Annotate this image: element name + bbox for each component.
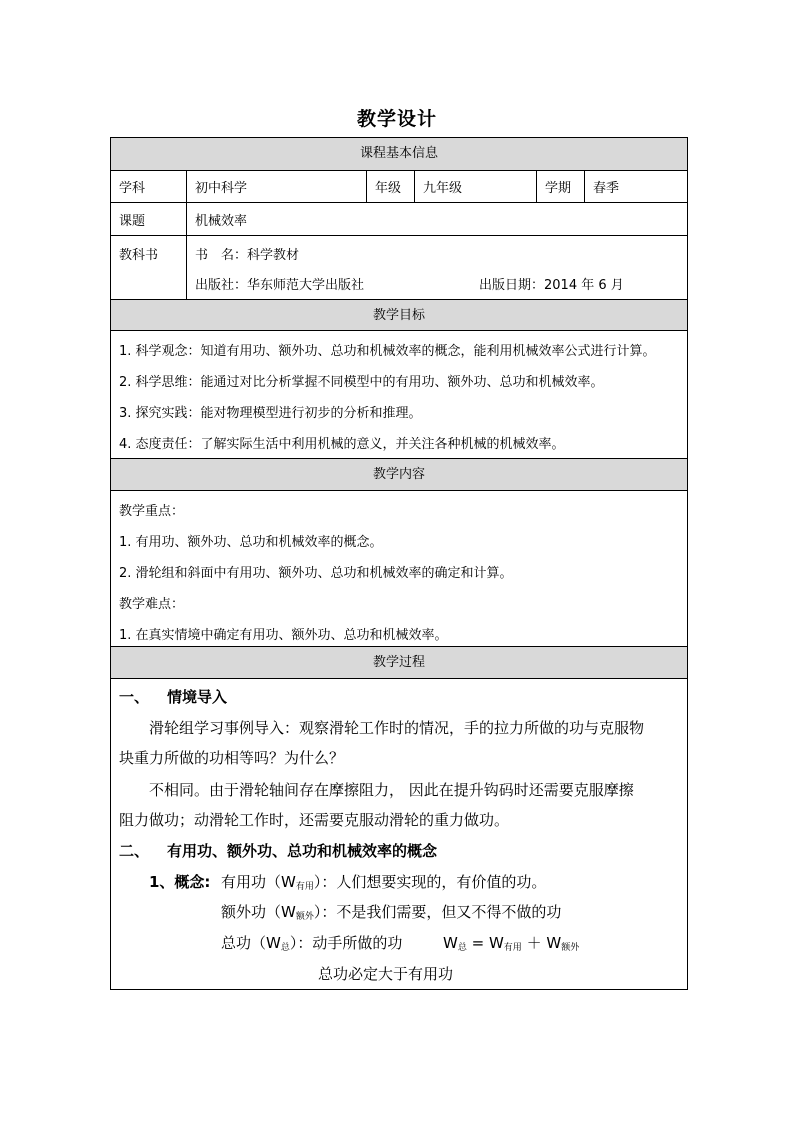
- section-1-title: 情境导入: [167, 688, 228, 706]
- total-work-term: 总功（W: [221, 934, 281, 952]
- extra-work-definition: [221, 901, 561, 922]
- concept-label: 1、概念:: [149, 873, 211, 891]
- objectives-body: [111, 330, 687, 458]
- useful-work-definition: [221, 871, 546, 892]
- useful-work-text: ）：人们想要实现的，有价值的功。: [313, 873, 547, 891]
- content-header: 教学内容: [111, 458, 687, 490]
- extra-work-text: ）：不是我们需要，但又不得不做的功: [313, 903, 562, 921]
- paragraph-answer: 不相同。由于滑轮轴间存在摩擦阻力， 因此在提升钩码时还需要克服摩擦: [149, 781, 634, 799]
- key-points-label: 教学重点：: [119, 504, 185, 519]
- formula-sub-useful: 有用: [503, 943, 522, 953]
- work-formula: [443, 932, 579, 953]
- lesson-plan-table: [110, 137, 688, 990]
- publisher: 出版社：华东师范大学出版社: [195, 278, 365, 293]
- topic-value: 机械效率: [186, 203, 687, 235]
- topic-row: [111, 202, 687, 235]
- textbook-info: [186, 236, 687, 299]
- extra-work-subscript: 额外: [295, 912, 314, 922]
- grade-value: 九年级: [414, 171, 536, 202]
- total-work-text: ）：动手所做的功: [289, 934, 403, 952]
- paragraph-intro-cont: 块重力所做的功相等吗？为什么？: [119, 749, 345, 767]
- basic-info-header: 课程基本信息: [111, 138, 687, 170]
- formula-plus: ＋ W: [521, 934, 562, 952]
- subject-value: 初中科学: [186, 171, 366, 202]
- section-2-title: 有用功、额外功、总功和机械效率的概念: [167, 842, 438, 860]
- objectives-header: 教学目标: [111, 299, 687, 330]
- topic-label: 课题: [119, 213, 146, 229]
- grade-label: 年级: [366, 171, 414, 202]
- extra-work-term: 额外功（W: [221, 903, 296, 921]
- section-1-number: 一、: [119, 688, 150, 706]
- subject-label: 学科: [119, 181, 146, 196]
- objective-item: 1. 科学观念：知道有用功、额外功、总功和机械效率的概念，能利用机械效率公式进行计算。: [119, 344, 656, 359]
- objective-item: 2. 科学思维：能通过对比分析掌握不同模型中的有用功、额外功、总功和机械效率。: [119, 375, 604, 390]
- formula-sub-extra: 额外: [561, 943, 580, 953]
- term-value: 春季: [584, 171, 687, 202]
- textbook-label: 教科书: [119, 248, 159, 263]
- term-label: 学期: [536, 171, 584, 202]
- formula-sub-total: 总: [457, 943, 467, 953]
- conclusion: 总功必定大于有用功: [318, 965, 454, 983]
- paragraph-intro: 滑轮组学习事例导入：观察滑轮工作时的情况，手的拉力所做的功与克服物: [149, 719, 645, 737]
- key-point-item: 2. 滑轮组和斜面中有用功、额外功、总功和机械效率的确定和计算。: [119, 566, 513, 581]
- total-work-subscript: 总: [280, 943, 290, 953]
- useful-work-subscript: 有用: [295, 882, 314, 892]
- total-work-definition: [221, 932, 402, 953]
- publish-date: 出版日期：2014 年 6 月: [479, 278, 624, 293]
- section-2-number: 二、: [119, 842, 150, 860]
- process-body: [111, 678, 687, 989]
- page-title: 教学设计: [356, 108, 437, 130]
- textbook-row: [111, 235, 687, 299]
- subject-row: [111, 170, 687, 202]
- objective-item: 3. 探究实践：能对物理模型进行初步的分析和推理。: [119, 406, 422, 421]
- book-name: 书 名：科学教材: [195, 248, 300, 263]
- process-header: 教学过程: [111, 646, 687, 678]
- useful-work-term: 有用功（W: [221, 873, 296, 891]
- difficult-points-label: 教学难点：: [119, 597, 185, 612]
- paragraph-answer-cont: 阻力做功；动滑轮工作时，还需要克服动滑轮的重力做功。: [119, 811, 510, 829]
- objective-item: 4. 态度责任：了解实际生活中利用机械的意义，并关注各种机械的机械效率。: [119, 437, 565, 452]
- content-body: [111, 490, 687, 646]
- formula-equals: = W: [466, 934, 504, 952]
- key-point-item: 1. 有用功、额外功、总功和机械效率的概念。: [119, 535, 383, 550]
- formula-w: W: [443, 934, 458, 952]
- difficult-point-item: 1. 在真实情境中确定有用功、额外功、总功和机械效率。: [119, 628, 448, 643]
